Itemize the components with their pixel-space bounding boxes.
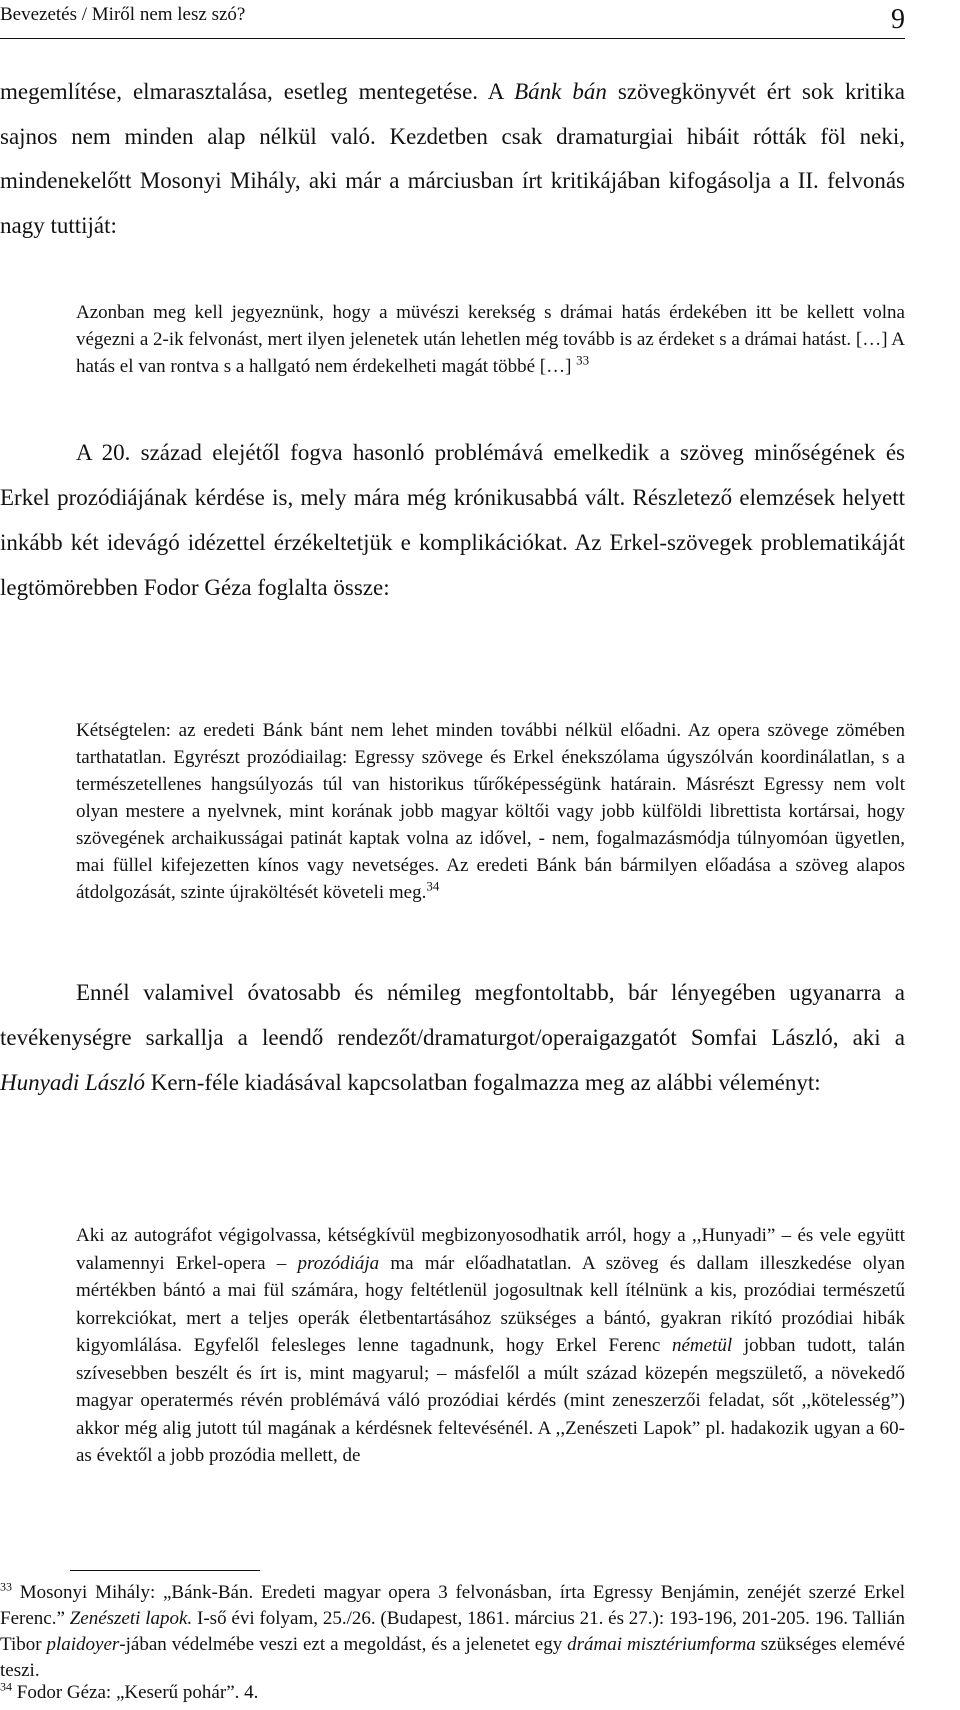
block-quote-3-italic-b: németül xyxy=(671,1335,733,1356)
paragraph-1-italic-title: Bánk bán xyxy=(514,79,607,104)
footnote-33-text-c: -jában védelmébe veszi ezt a megoldást, és a jelenetet egy xyxy=(119,1634,568,1655)
paragraph-1 xyxy=(0,70,905,248)
block-quote-3-text-c: jobban tudott, talán szívesebben beszélt és írt is, mint magyarul; – másfelől a múlt század közepén megszülető, a növekedő magyar operatermés révén problémává váló prozódiai kérdés (mint zeneszerzői feladat, sőt ,,kötelesség”) akkor még alig jutott túl magának a kérdésnek feltevésénél. A ,,Zenészeti Lapok” pl. hadakozik ugyan a 60-as évektől a jobb prozódia mellett, de xyxy=(76,1335,905,1466)
footnote-33-text-d: szükséges elemévé teszi. xyxy=(0,1634,905,1681)
footnote-34 xyxy=(0,1679,905,1704)
footnote-34-number: 34 xyxy=(0,1679,12,1694)
paragraph-3-text-b: Kern-féle kiadásával kapcsolatban fogalmazza meg az alábbi véleményt: xyxy=(145,1070,821,1095)
block-quote-2-text: Kétségtelen: az eredeti Bánk bánt nem lehet minden további nélkül előadni. Az opera szövege zömében tarthatatlan. Egyrészt prozódiailag: Egressy szövege és Erkel énekszólama úgyszólván koordinálatlan, s a természetellenes hangsúlyozás túl van historikus tűrőképességünk határain. Másrészt Egressy nem volt olyan mestere a nyelvnek, mint korának jobb magyar költői vagy jobb külföldi librettista kortársai, hogy szövegének archaikusságai patinát kaptak volna az idővel, - nem, fogalmazásmódja túlnyomóan ügyetlen, mai füllel kifejezetten kínos vagy nevetséges. Az eredeti Bánk bán bármilyen előadása a szöveg alapos átdolgozását, szinte újraköltését követeli meg. xyxy=(76,720,905,903)
paragraph-2-text: A 20. század elejétől fogva hasonló problémává emelkedik a szöveg minőségének és Erkel prozódiájának kérdése is, mely mára még krónikusabbá vált. Részletező elemzések helyett inkább két idevágó idézettel érzékeltetjük e komplikációkat. Az Erkel-szövegek problematikáját legtömörebben Fodor Géza foglalta össze: xyxy=(0,440,905,600)
footnote-separator xyxy=(70,1570,260,1571)
footnote-33 xyxy=(0,1580,905,1684)
block-quote-3 xyxy=(76,1222,905,1470)
block-quote-1 xyxy=(76,299,905,380)
paragraph-3-italic-title: Hunyadi László xyxy=(0,1070,146,1095)
footnote-33-italic-c: drámai misztériumforma xyxy=(567,1634,756,1655)
footnote-ref-33[interactable]: 33 xyxy=(576,352,590,368)
block-quote-3-text-b: ma már előadhatatlan. A szöveg és dallam illeszkedése olyan mértékben bántó a mai fül számára, hogy feltétlenül jogosultnak kell ítélnünk a kis, prozódiai természetű korrekciókat, mert a teljes operák életbentartásához szükséges a bántó, gyakran rikító prozódiai hibák kigyomlálása. Egyfelől felesleges lenne tagadnunk, hogy Erkel Ferenc xyxy=(76,1252,905,1356)
footnote-ref-34[interactable]: 34 xyxy=(426,878,440,894)
footnote-33-text-b: I-ső évi folyam, 25./26. (Budapest, 1861. március 21. és 27.): 193-196, 201-205. 196. Tallián Tibor xyxy=(0,1608,905,1655)
block-quote-3-italic-a: prozódiája xyxy=(297,1252,380,1274)
running-title: Bevezetés / Miről nem lesz szó? xyxy=(0,4,246,25)
footnote-33-text-a: Mosonyi Mihály: „Bánk-Bán. Eredeti magyar opera 3 felvonásban, írta Egressy Benjámin, zenéjét szerzé Erkel Ferenc.” xyxy=(0,1582,905,1629)
footnote-33-number: 33 xyxy=(0,1579,12,1594)
running-header xyxy=(0,4,905,42)
block-quote-2 xyxy=(76,717,905,906)
paragraph-2 xyxy=(0,430,905,610)
paragraph-3 xyxy=(0,970,905,1105)
footnote-33-italic-b: plaidoyer xyxy=(46,1634,120,1655)
block-quote-1-text: Azonban meg kell jegyeznünk, hogy a müvészi kerekség s drámai hatás érdekében itt be kellett volna végezni a 2-ik felvonást, mert ilyen jelenetek után lehetlen még tovább is az érdeket s a drámai hatást. […] A hatás el van rontva s a hallgató nem érdekelheti magát többé […] xyxy=(76,302,905,377)
page-number: 9 xyxy=(891,4,905,35)
footnote-33-italic-a: Zenészeti lapok. xyxy=(69,1608,193,1629)
footnote-34-text: Fodor Géza: „Keserű pohár”. 4. xyxy=(12,1682,259,1703)
paragraph-1-text-a: megemlítése, elmarasztalása, esetleg mentegetése. A xyxy=(0,79,515,104)
paragraph-3-text-a: Ennél valamivel óvatosabb és némileg megfontoltabb, bár lényegében ugyanarra a tevékenységre sarkallja a leendő rendezőt/dramaturgot/operaigazgatót Somfai László, aki a xyxy=(0,980,905,1050)
header-rule xyxy=(0,38,905,39)
paragraph-1-text-b: szövegkönyvét ért sok kritika sajnos nem minden alap nélkül való. Kezdetben csak dramaturgiai hibáit rótták föl neki, mindenekelőtt Mosonyi Mihály, aki már a márciusban írt kritikájában kifogásolja a II. felvonás nagy tuttiját: xyxy=(0,79,905,238)
block-quote-3-text-a: Aki az autográfot végigolvassa, kétségkívül megbizonyosodhatik arról, hogy a ,,Hunyadi” – és vele együtt valamennyi Erkel-opera – xyxy=(76,1225,905,1274)
